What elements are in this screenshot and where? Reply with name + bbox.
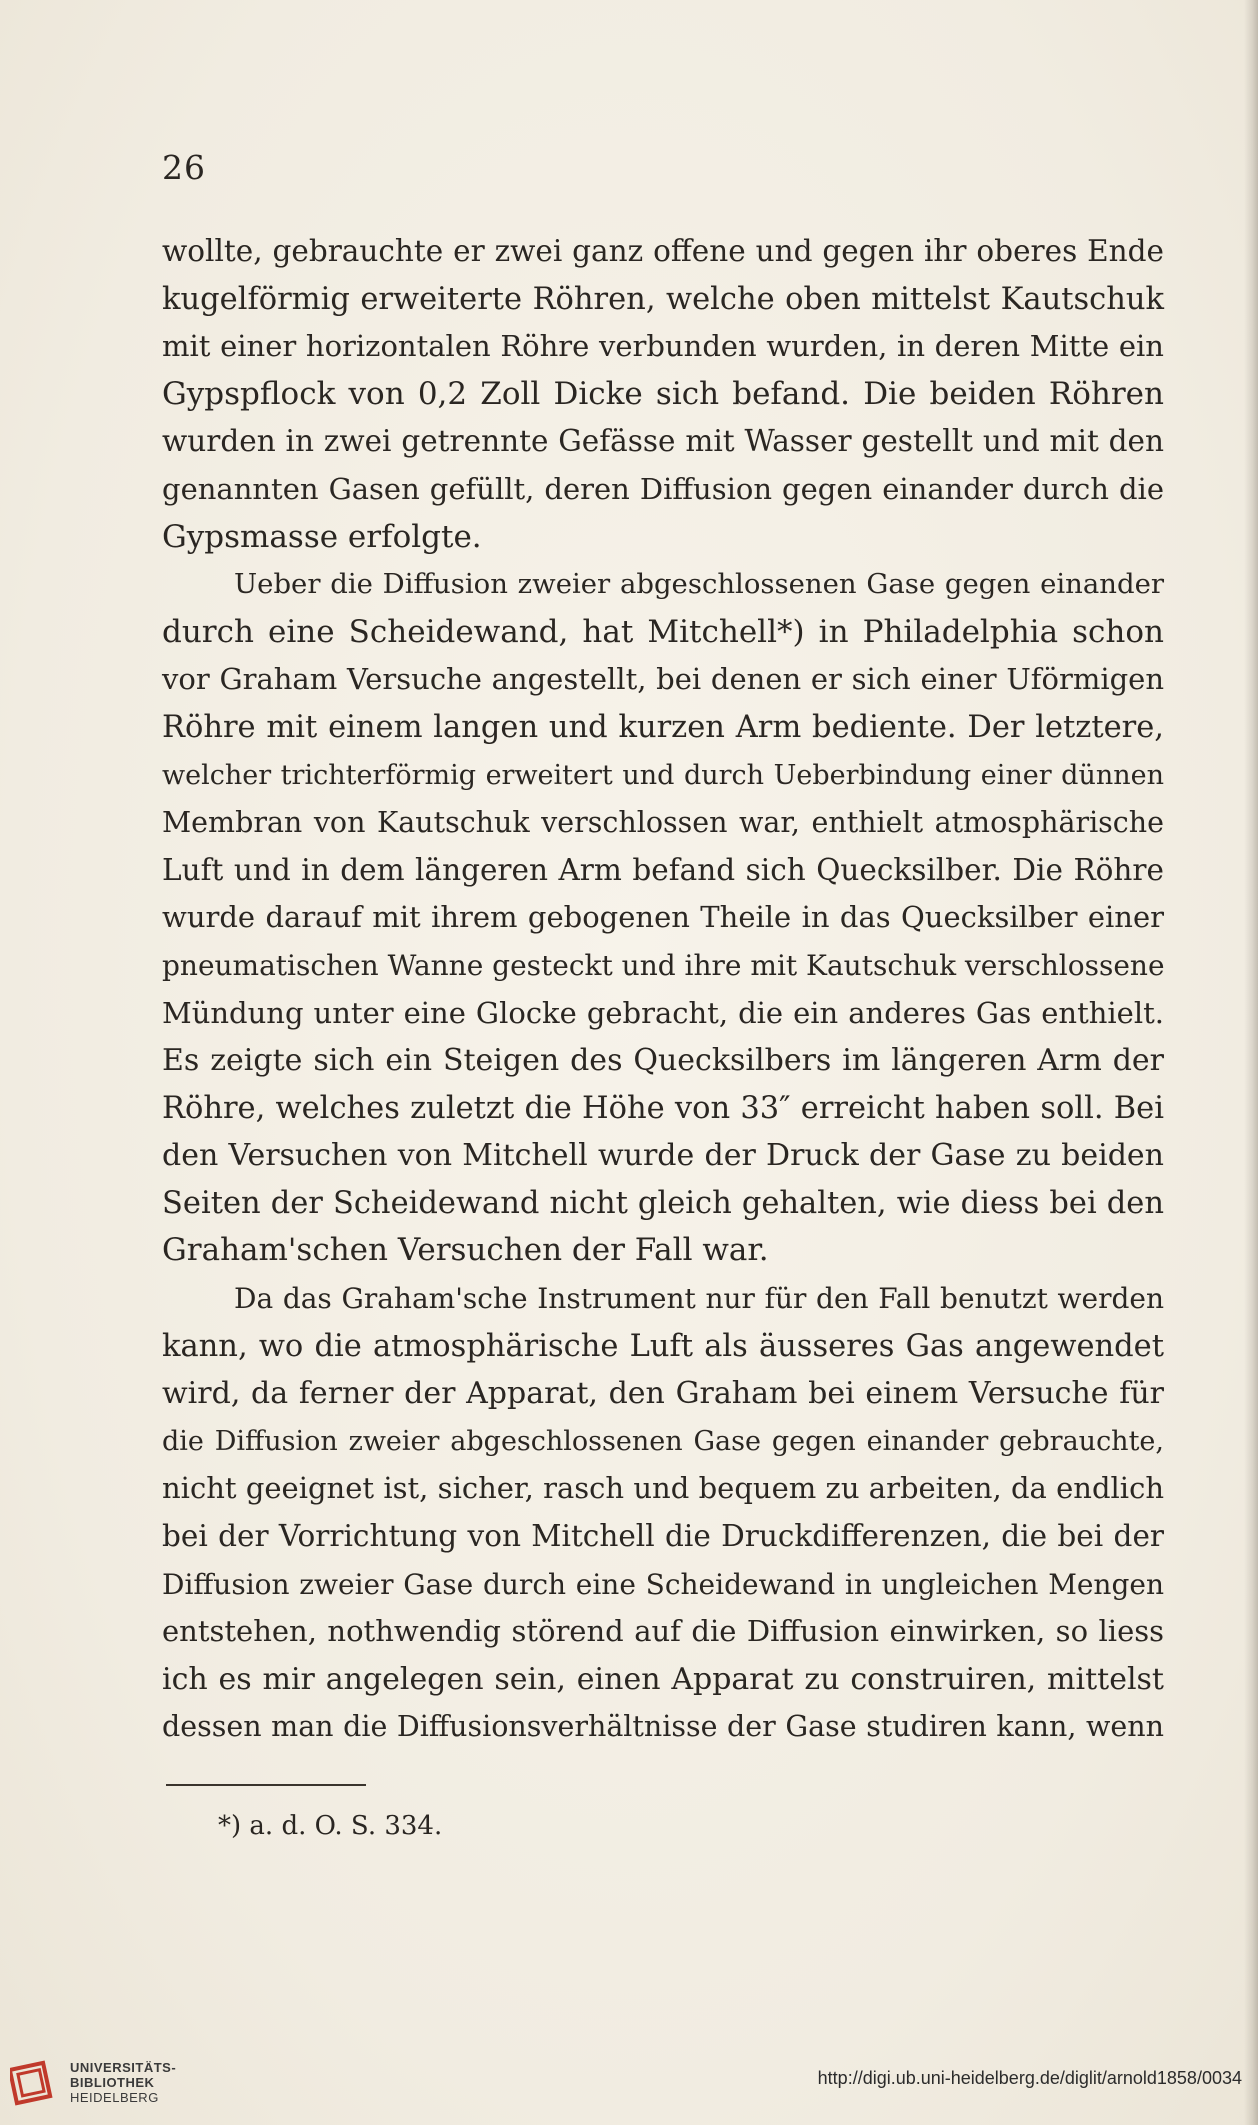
text-line: Röhre, welches zuletzt die Höhe von 33″ erreicht haben soll. Bei <box>162 1090 1164 1126</box>
page-edge-shadow <box>1244 0 1258 2125</box>
library-name-line2: BIBLIOTHEK <box>70 2075 155 2090</box>
text-line: Röhre mit einem langen und kurzen Arm bediente. Der letztere, <box>162 709 1164 745</box>
text-line: Diffusion zweier Gase durch eine Scheidewand in ungleichen Mengen <box>162 1567 1164 1601</box>
text-line: pneumatischen Wanne gesteckt und ihre mit Kautschuk verschlossene <box>162 948 1165 982</box>
text-line: wurde darauf mit ihrem gebogenen Theile in das Quecksilber einer <box>162 900 1164 935</box>
text-line: kugelförmig erweiterte Röhren, welche oben mittelst Kautschuk <box>162 281 1164 317</box>
library-name-line3: HEIDELBERG <box>70 2090 159 2105</box>
library-logo-icon <box>10 2058 60 2108</box>
text-line: Graham'schen Versuchen der Fall war. <box>162 1232 769 1269</box>
text-line: Es zeigte sich ein Steigen des Quecksilbers im längeren Arm der <box>162 1043 1164 1079</box>
text-line: Gypspflock von 0,2 Zoll Dicke sich befand. Die beiden Röhren <box>162 375 1164 412</box>
footnote: *) a. d. O. S. 334. <box>218 1811 443 1841</box>
text-line: durch eine Scheidewand, hat Mitchell*) in Philadelphia schon <box>162 613 1164 650</box>
text-line: nicht geeignet ist, sicher, rasch und bequem zu arbeiten, da endlich <box>162 1471 1164 1506</box>
text-line: wollte, gebrauchte er zwei ganz offene und gegen ihr oberes Ende <box>162 234 1164 268</box>
text-line: wurden in zwei getrennte Gefässe mit Wasser gestellt und mit den <box>162 424 1164 459</box>
text-line: welcher trichterförmig erweitert und durch Ueberbindung einer dünnen <box>162 759 1164 791</box>
text-line: vor Graham Versuche angestellt, bei denen er sich einer Uförmigen <box>162 662 1164 697</box>
text-line: dessen man die Diffusionsverhältnisse der Gase studiren kann, wenn <box>162 1710 1164 1744</box>
text-line: Gypsmasse erfolgte. <box>162 518 482 555</box>
footer <box>0 2038 1258 2125</box>
page-number: 26 <box>162 148 206 187</box>
text-line: die Diffusion zweier abgeschlossenen Gase gegen einander gebrauchte, <box>162 1425 1164 1457</box>
text-line: entstehen, nothwendig störend auf die Diffusion einwirken, so liess <box>162 1614 1164 1649</box>
text-line: den Versuchen von Mitchell wurde der Druck der Gase zu beiden <box>162 1138 1164 1174</box>
text-line: wird, da ferner der Apparat, den Graham bei einem Versuche für <box>162 1376 1164 1412</box>
source-url[interactable]: http://digi.ub.uni-heidelberg.de/diglit/arnold1858/0034 <box>817 2068 1242 2088</box>
text-line: Seiten der Scheidewand nicht gleich gehalten, wie diess bei den <box>162 1185 1164 1221</box>
text-line: Da das Graham'sche Instrument nur für den Fall benutzt werden <box>234 1282 1164 1316</box>
text-line: bei der Vorrichtung von Mitchell die Druckdifferenzen, die bei der <box>162 1519 1164 1554</box>
text-line: Mündung unter eine Glocke gebracht, die ein anderes Gas enthielt. <box>162 995 1164 1030</box>
library-name <box>70 2060 176 2105</box>
library-name-line1: UNIVERSITÄTS- <box>70 2060 177 2075</box>
text-line: genannten Gasen gefüllt, deren Diffusion gegen einander durch die <box>162 471 1164 506</box>
body-text <box>162 228 1164 1751</box>
text-line: mit einer horizontalen Röhre verbunden wurden, in deren Mitte ein <box>162 329 1164 364</box>
text-line: kann, wo die atmosphärische Luft als äusseres Gas angewendet <box>162 1328 1164 1364</box>
text-line: Luft und in dem längeren Arm befand sich Quecksilber. Die Röhre <box>162 852 1164 887</box>
text-line: Ueber die Diffusion zweier abgeschlossenen Gase gegen einander <box>234 568 1164 601</box>
text-line: Membran von Kautschuk verschlossen war, enthielt atmosphärische <box>162 806 1164 840</box>
footnote-separator <box>166 1784 366 1786</box>
text-line: ich es mir angelegen sein, einen Apparat zu construiren, mittelst <box>162 1661 1164 1697</box>
